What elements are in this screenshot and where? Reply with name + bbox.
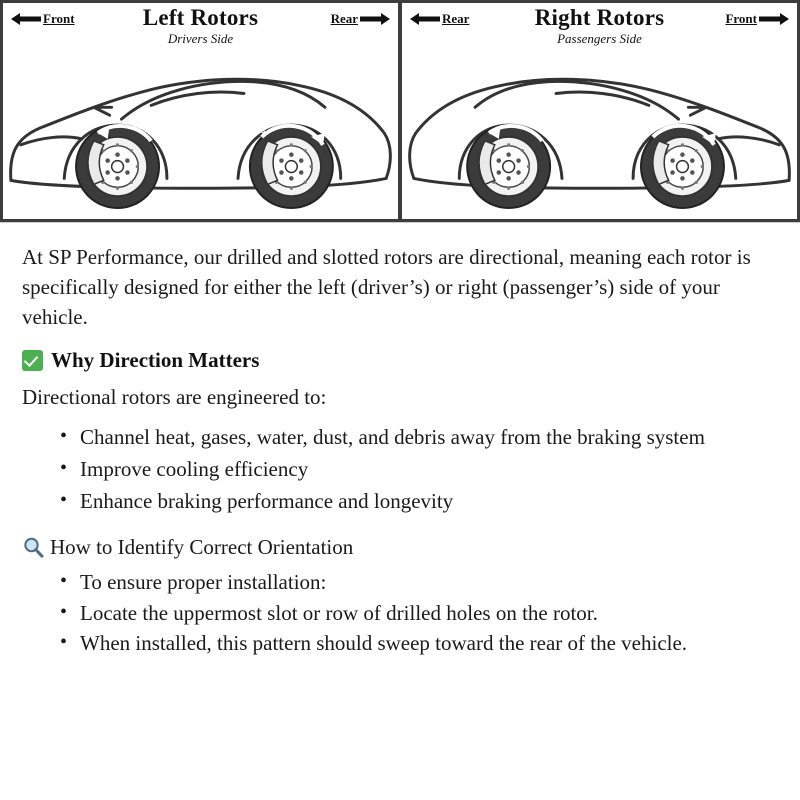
rear-wheel-group [467,125,550,208]
right-panel-front-label: Front [725,11,757,26]
list-item: • Locate the uppermost slot or row of drilled holes on the rotor. [66,599,778,629]
right-panel-subtitle: Passengers Side [557,31,642,46]
left-panel-rear-tag [331,11,390,27]
why-bullet-list [22,423,778,516]
check-mark-icon [22,350,43,371]
right-panel-title: Right Rotors [534,5,665,30]
why-direction-matters-label: Why Direction Matters [51,348,260,373]
front-wheel-group [641,125,724,208]
arrow-left-icon [11,12,41,26]
left-panel-front-tag [11,11,75,27]
left-car-svg [3,41,398,221]
left-car-illustration [3,41,398,221]
front-wheel-group [76,125,159,208]
left-panel-subtitle: Drivers Side [167,31,234,46]
right-rotors-panel [400,0,800,222]
right-panel-rear-tag [410,11,469,27]
list-item: • Enhance braking performance and longevity [66,487,778,517]
left-rotors-panel [0,0,400,222]
left-panel-front-label: Front [43,11,75,26]
arrow-left-icon [410,12,440,26]
why-direction-matters-heading [22,348,778,373]
magnifying-glass-icon [22,536,44,558]
right-front-rotation-label: Rotation [635,103,658,136]
list-item: • Channel heat, gases, water, dust, and debris away from the braking system [66,423,778,453]
identify-bullet-list [22,568,778,659]
right-car-svg [402,41,797,221]
list-item: • When installed, this pattern should sweep toward the rear of the vehicle. [66,629,778,659]
identify-orientation-heading [22,535,778,560]
rotor-direction-diagram [0,0,800,223]
list-item: • To ensure proper installation: [66,568,778,598]
rear-wheel-group [250,125,333,208]
left-panel-title: Left Rotors [142,5,259,30]
list-item: • Improve cooling efficiency [66,455,778,485]
arrow-right-icon [759,12,789,26]
left-panel-rear-label: Rear [330,11,358,26]
arrow-right-icon [360,12,390,26]
identify-orientation-label: How to Identify Correct Orientation [50,534,354,559]
article-content [0,223,800,659]
left-rear-rotation-label: Rotation [246,103,269,136]
right-car-illustration [402,41,797,221]
right-panel-front-tag [725,11,789,27]
intro-paragraph: At SP Performance, our drilled and slotted rotors are directional, meaning each rotor is specifically designed for either the left (driver’s) or right (passenger’s) side of your vehicle. [22,245,751,329]
why-lead-paragraph: Directional rotors are engineered to: [22,385,327,410]
left-front-rotation-label: Rotation [148,104,181,127]
right-rear-rotation-label: Rotation [537,104,570,127]
right-panel-rear-label: Rear [442,11,470,26]
